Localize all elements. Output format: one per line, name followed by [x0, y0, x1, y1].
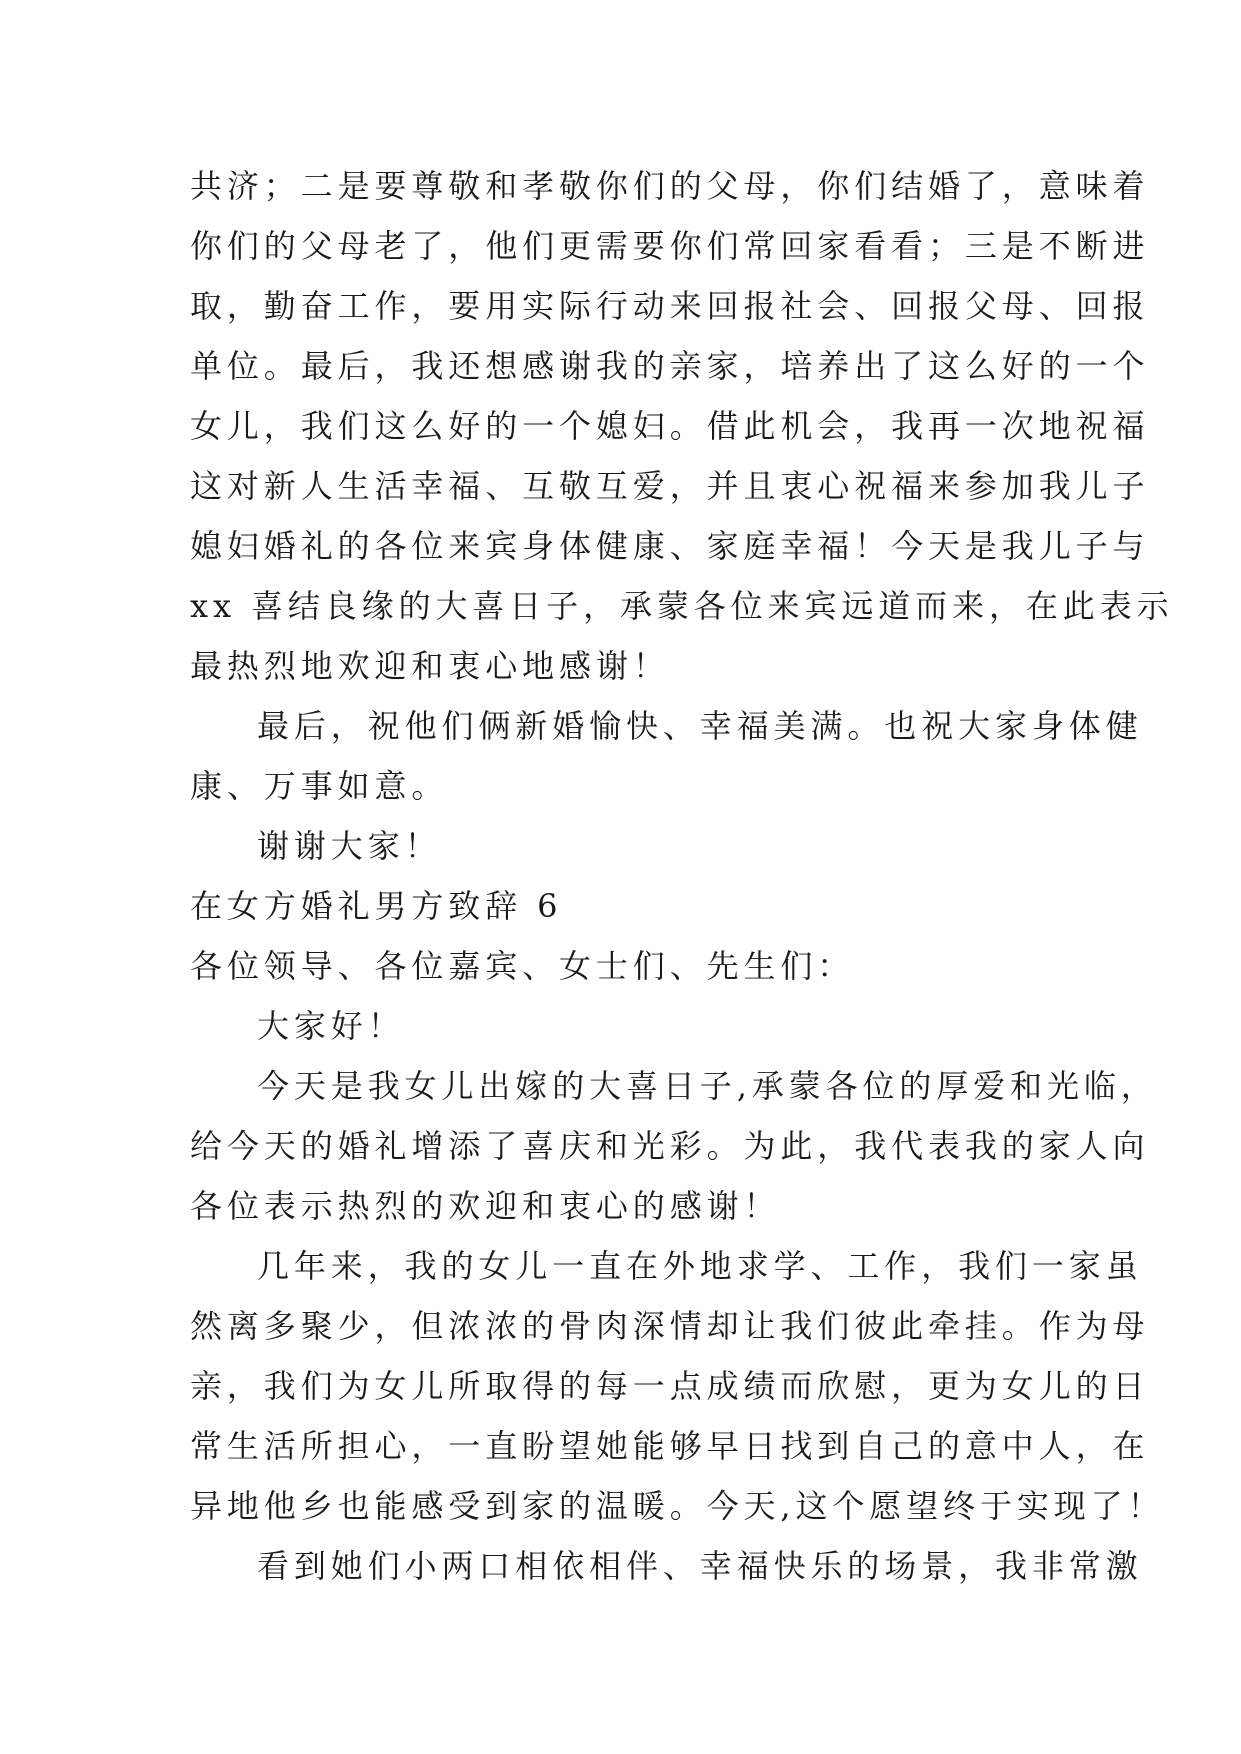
text-line: 然离多聚少，但浓浓的骨肉深情却让我们彼此牵挂。作为母 [190, 1307, 1150, 1345]
paragraph-start-line: 谢谢大家！ [257, 827, 442, 865]
section-heading: 在女方婚礼男方致辞 6 [190, 887, 563, 925]
document-body [190, 156, 1174, 1596]
salutation-line: 各位领导、各位嘉宾、女士们、先生们： [190, 947, 855, 985]
text-line: 常生活所担心，一直盼望她能够早日找到自己的意中人，在 [190, 1427, 1150, 1465]
text-line: 各位表示热烈的欢迎和衷心的感谢！ [190, 1187, 781, 1225]
text-line: 女儿，我们这么好的一个媳妇。借此机会，我再一次地祝福 [190, 407, 1150, 445]
text-line: 取，勤奋工作，要用实际行动来回报社会、回报父母、回报 [190, 287, 1150, 325]
paragraph-start-line: 最后，祝他们俩新婚愉快、幸福美满。也祝大家身体健 [257, 707, 1143, 745]
text-line: 给今天的婚礼增添了喜庆和光彩。为此，我代表我的家人向 [190, 1127, 1150, 1165]
text-line: 单位。最后，我还想感谢我的亲家，培养出了这么好的一个 [190, 347, 1150, 385]
paragraph-start-line: 今天是我女儿出嫁的大喜日子,承蒙各位的厚爱和光临， [257, 1067, 1158, 1105]
text-line: 康、万事如意。 [190, 767, 449, 805]
text-line: 最热烈地欢迎和衷心地感谢！ [190, 647, 670, 685]
greeting-line: 大家好！ [257, 1007, 405, 1045]
paragraph-start-line: 几年来，我的女儿一直在外地求学、工作，我们一家虽 [257, 1247, 1143, 1285]
text-line: 亲，我们为女儿所取得的每一点成绩而欣慰，更为女儿的日 [190, 1367, 1150, 1405]
text-line: xx 喜结良缘的大喜日子，承蒙各位来宾远道而来，在此表示 [190, 587, 1174, 625]
paragraph-start-line: 看到她们小两口相依相伴、幸福快乐的场景，我非常激 [257, 1547, 1143, 1585]
text-line: 你们的父母老了，他们更需要你们常回家看看；三是不断进 [190, 227, 1150, 265]
text-line: 共济；二是要尊敬和孝敬你们的父母，你们结婚了，意味着 [190, 167, 1150, 205]
text-line: 媳妇婚礼的各位来宾身体健康、家庭幸福！今天是我儿子与 [190, 527, 1150, 565]
text-line: 异地他乡也能感受到家的温暖。今天,这个愿望终于实现了！ [190, 1487, 1165, 1525]
text-line: 这对新人生活幸福、互敬互爱，并且衷心祝福来参加我儿子 [190, 467, 1150, 505]
